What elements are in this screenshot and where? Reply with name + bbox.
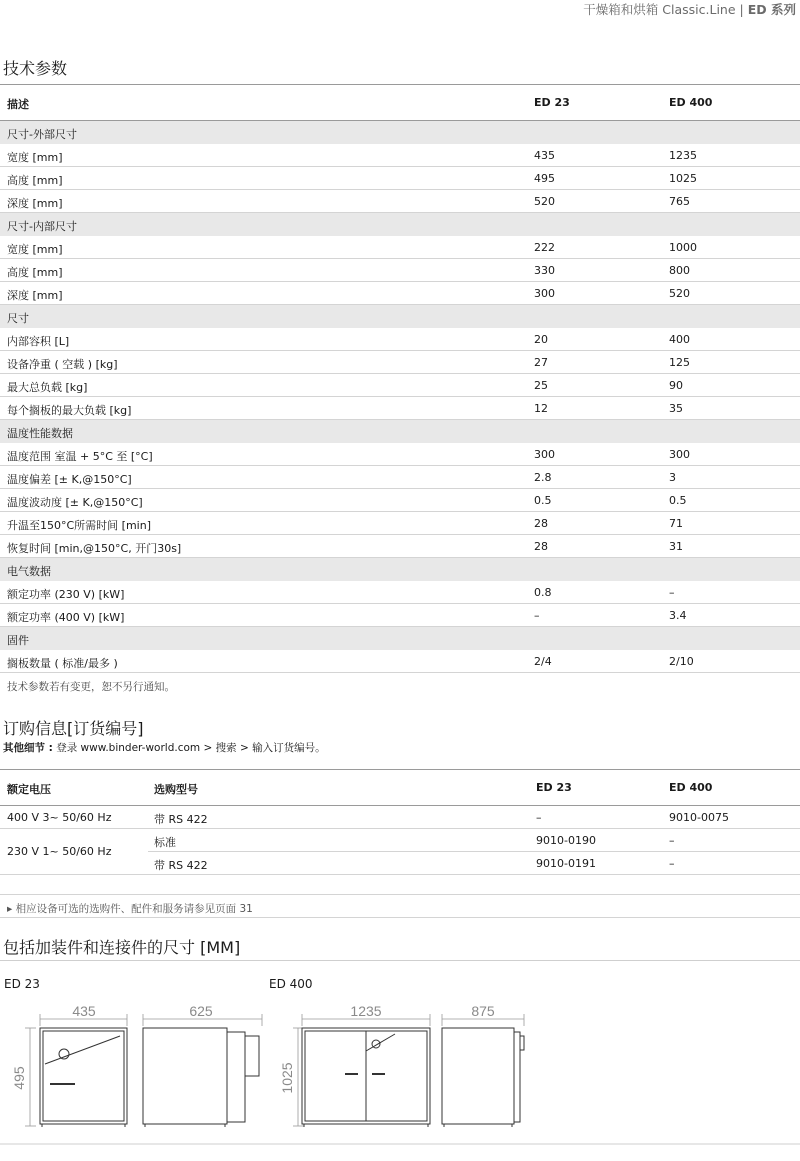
spec-cell-ed400: 400	[669, 333, 690, 346]
spec-cell-ed23: 27	[534, 356, 548, 369]
ed400-front-view	[302, 1028, 430, 1127]
order-row	[148, 852, 800, 875]
spec-col-ed400: ED 400	[669, 96, 713, 109]
spec-table	[0, 84, 800, 673]
spec-row	[0, 650, 800, 673]
spec-cell-ed23: 2/4	[534, 655, 552, 668]
spec-cell-ed23: 28	[534, 540, 548, 553]
spec-section-row	[0, 213, 800, 236]
ed400-label: ED 400	[269, 977, 313, 991]
spec-cell-ed400: 1025	[669, 172, 697, 185]
order-cell: 带 RS 422	[154, 859, 208, 872]
spec-cell-ed400: 1000	[669, 241, 697, 254]
header-separator: |	[739, 2, 744, 17]
spec-col-ed23: ED 23	[534, 96, 570, 109]
spec-cell-ed23: 28	[534, 517, 548, 530]
ed23-front-view	[40, 1028, 127, 1127]
spec-row	[0, 190, 800, 213]
spec-cell-ed400: 520	[669, 287, 690, 300]
spec-cell-label: 最大总负载 [kg]	[7, 381, 88, 394]
page-header	[583, 0, 796, 18]
order-cell: 带 RS 422	[154, 813, 208, 826]
spec-section-row	[0, 420, 800, 443]
spec-row	[0, 604, 800, 627]
spec-cell-ed23: 12	[534, 402, 548, 415]
spec-row	[0, 282, 800, 305]
spec-cell-ed400: 800	[669, 264, 690, 277]
spec-cell-ed23: 25	[534, 379, 548, 392]
order-cell: 9010-0075	[669, 811, 729, 824]
spec-section-title: 尺寸-外部尺寸	[7, 128, 77, 141]
spec-row	[0, 581, 800, 604]
spec-row	[0, 489, 800, 512]
spec-cell-ed400: 1235	[669, 149, 697, 162]
spec-header-row	[0, 85, 800, 121]
ed400-width-label: 1235	[350, 1003, 382, 1019]
spec-section-row	[0, 121, 800, 144]
spec-cell-ed23: 435	[534, 149, 555, 162]
order-row	[0, 806, 800, 829]
spec-cell-label: 高度 [mm]	[7, 266, 63, 279]
divider	[0, 960, 800, 961]
order-table	[0, 769, 800, 875]
spec-row	[0, 443, 800, 466]
spec-cell-ed400: –	[669, 586, 675, 599]
spec-cell-ed23: 520	[534, 195, 555, 208]
spec-section-title: 尺寸-内部尺寸	[7, 220, 77, 233]
spec-cell-label: 设备净重 ( 空载 ) [kg]	[7, 358, 118, 371]
spec-cell-ed23: 300	[534, 287, 555, 300]
spec-cell-ed400: 35	[669, 402, 683, 415]
spec-row	[0, 144, 800, 167]
spec-row	[0, 259, 800, 282]
spec-note: 技术参数若有变更，恕不另行通知。	[7, 681, 175, 693]
spec-col-description: 描述	[7, 98, 29, 111]
spec-cell-ed23: 495	[534, 172, 555, 185]
spec-section-row	[0, 627, 800, 650]
ed23-label: ED 23	[4, 977, 40, 991]
ed23-side-view	[143, 1028, 259, 1127]
spec-cell-ed23: 300	[534, 448, 555, 461]
spec-row	[0, 466, 800, 489]
order-title: 订购信息[订货编号]	[3, 719, 144, 738]
spec-cell-ed23: 2.8	[534, 471, 552, 484]
spec-cell-label: 温度波动度 [± K,@150°C]	[7, 496, 143, 509]
spec-cell-ed23: –	[534, 609, 540, 622]
spec-row	[0, 236, 800, 259]
spec-cell-label: 温度范围 室温 + 5°C 至 [°C]	[7, 450, 153, 463]
spec-cell-ed400: 0.5	[669, 494, 687, 507]
spec-cell-ed400: 300	[669, 448, 690, 461]
header-title: 干燥箱和烘箱 Classic.Line	[583, 2, 736, 17]
spec-cell-label: 内部容积 [L]	[7, 335, 70, 348]
spec-cell-ed400: 90	[669, 379, 683, 392]
spec-row	[0, 328, 800, 351]
spec-row	[0, 167, 800, 190]
spec-cell-ed400: 3	[669, 471, 676, 484]
ed23-height-label: 495	[11, 1066, 27, 1090]
spec-cell-ed400: 2/10	[669, 655, 694, 668]
ed400-height-label: 1025	[279, 1062, 295, 1094]
spec-title: 技术参数	[3, 59, 68, 78]
spec-cell-label: 深度 [mm]	[7, 197, 63, 210]
order-cell: 400 V 3~ 50/60 Hz	[7, 811, 112, 824]
spec-row	[0, 397, 800, 420]
spec-cell-label: 搁板数量 ( 标准/最多 )	[7, 657, 118, 670]
order-header-row	[0, 770, 800, 806]
order-row	[148, 829, 800, 852]
spec-section-row	[0, 305, 800, 328]
order-cell: –	[669, 857, 675, 870]
spec-cell-label: 深度 [mm]	[7, 289, 63, 302]
spec-cell-label: 宽度 [mm]	[7, 243, 63, 256]
order-cell: –	[669, 834, 675, 847]
spec-cell-ed400: 31	[669, 540, 683, 553]
spec-section-title: 尺寸	[7, 312, 29, 325]
ed23-depth-label: 625	[189, 1003, 213, 1019]
order-cell: 9010-0191	[536, 857, 596, 870]
dimensions-title: 包括加装件和连接件的尺寸 [MM]	[3, 938, 241, 957]
spec-cell-label: 高度 [mm]	[7, 174, 63, 187]
spec-cell-ed400: 3.4	[669, 609, 687, 622]
spec-cell-ed400: 125	[669, 356, 690, 369]
order-cell-voltage: 230 V 1~ 50/60 Hz	[7, 845, 112, 858]
spec-cell-label: 宽度 [mm]	[7, 151, 63, 164]
spec-section-row	[0, 558, 800, 581]
order-col-option: 选购型号	[154, 783, 198, 796]
spec-section-title: 电气数据	[7, 565, 51, 578]
spec-section-title: 温度性能数据	[7, 427, 73, 440]
spec-row	[0, 351, 800, 374]
spec-cell-label: 额定功率 (230 V) [kW]	[7, 588, 125, 601]
order-more-info	[3, 740, 326, 755]
spec-cell-label: 温度偏差 [± K,@150°C]	[7, 473, 132, 486]
spec-cell-ed23: 222	[534, 241, 555, 254]
order-col-voltage: 额定电压	[7, 783, 51, 796]
see-also-link[interactable]: ▸ 相应设备可选的选购件、配件和服务请参见页面 31	[0, 894, 800, 918]
spec-cell-ed400: 765	[669, 195, 690, 208]
spec-cell-ed23: 20	[534, 333, 548, 346]
order-row-group	[0, 829, 800, 875]
spec-cell-label: 恢复时间 [min,@150°C, 开门30s]	[7, 542, 182, 555]
ed23-width-label: 435	[72, 1003, 96, 1019]
header-series: ED 系列	[747, 2, 796, 17]
order-cell: 标准	[154, 836, 176, 849]
spec-row	[0, 512, 800, 535]
spec-row	[0, 535, 800, 558]
order-cell: –	[536, 811, 542, 824]
ed400-depth-label: 875	[471, 1003, 495, 1019]
spec-row	[0, 374, 800, 397]
spec-cell-label: 每个搁板的最大负载 [kg]	[7, 404, 132, 417]
spec-cell-ed23: 0.8	[534, 586, 552, 599]
spec-section-title: 固件	[7, 634, 29, 647]
dimension-drawings	[0, 996, 800, 1156]
order-col-ed400: ED 400	[669, 781, 713, 794]
spec-cell-ed400: 71	[669, 517, 683, 530]
order-more-text: 登录 www.binder-world.com > 搜索 > 输入订货编号。	[52, 742, 326, 754]
ed400-side-view	[442, 1028, 524, 1127]
order-more-label: 其他细节 :	[3, 742, 53, 754]
spec-cell-label: 升温至150°C所需时间 [min]	[7, 519, 151, 532]
order-col-ed23: ED 23	[536, 781, 572, 794]
spec-cell-ed23: 330	[534, 264, 555, 277]
spec-cell-ed23: 0.5	[534, 494, 552, 507]
order-cell: 9010-0190	[536, 834, 596, 847]
spec-cell-label: 额定功率 (400 V) [kW]	[7, 611, 125, 624]
